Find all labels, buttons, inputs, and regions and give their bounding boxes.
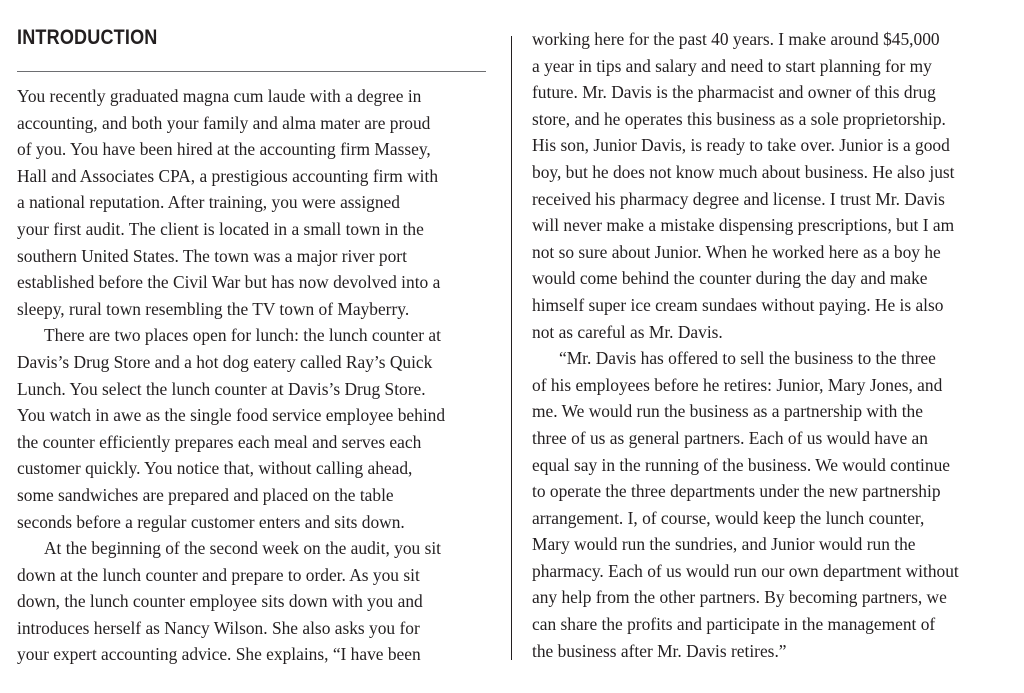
section-heading: INTRODUCTION [17,26,158,49]
text-line: working here for the past 40 years. I make around $45,000 [532,29,940,49]
text-line: There are two places open for lunch: the lunch counter at [44,325,441,346]
text-line: a national reputation. After training, you were assigned [17,192,400,213]
text-line: Mary would run the sundries, and Junior would run the [532,534,916,555]
text-line: of his employees before he retires: Junior, Mary Jones, and [532,374,943,395]
text-line: your first audit. The client is located in a small town in the [17,218,424,239]
text-line: the counter efficiently prepares each meal and serves each [17,431,422,452]
text-line: equal say in the running of the business. We would continue [532,454,950,475]
text-line: a year in tips and salary and need to start planning for my [532,55,932,76]
text-line: your expert accounting advice. She explains, “I have been [17,644,421,665]
text-line: not so sure about Junior. When he worked here as a boy he [532,241,941,262]
text-line: some sandwiches are prepared and placed on the table [17,484,394,505]
text-line: established before the Civil War but has now devolved into a [17,272,441,293]
text-line: will never make a mistake dispensing prescriptions, but I am [532,215,955,236]
right-column [532,26,1014,664]
text-line: of you. You have been hired at the accounting firm Massey, [17,139,431,160]
text-line: down, the lunch counter employee sits down with you and [17,591,423,612]
text-line: At the beginning of the second week on the audit, you sit [44,538,442,559]
text-line: “Mr. Davis has offered to sell the business to the three [559,348,936,369]
heading-rule [17,71,486,72]
text-line: Lunch. You select the lunch counter at Davis’s Drug Store. [17,378,426,399]
text-line: pharmacy. Each of us would run our own department without [532,560,959,581]
column-divider [511,36,512,660]
text-line: seconds before a regular customer enters and sits down. [17,511,405,532]
text-line: three of us as general partners. Each of us would have an [532,427,928,448]
text-line: accounting, and both your family and alma mater are proud [17,112,431,133]
text-line: customer quickly. You notice that, without calling ahead, [17,458,413,479]
text-line: not as careful as Mr. Davis. [532,321,723,342]
text-line: down at the lunch counter and prepare to order. As you sit [17,564,420,585]
text-line: Davis’s Drug Store and a hot dog eatery called Ray’s Quick [17,351,433,372]
text-line: future. Mr. Davis is the pharmacist and owner of this drug [532,82,936,103]
text-line: any help from the other partners. By becoming partners, we [532,587,947,608]
text-line: the business after Mr. Davis retires.” [532,640,787,661]
left-column [17,83,489,668]
text-line: His son, Junior Davis, is ready to take over. Junior is a good [532,135,950,156]
text-line: store, and he operates this business as a sole proprietorship. [532,108,946,129]
text-line: boy, but he does not know much about business. He also just [532,161,955,182]
text-line: received his pharmacy degree and license. I trust Mr. Davis [532,188,945,209]
text-line: arrangement. I, of course, would keep the lunch counter, [532,507,925,528]
text-line: You watch in awe as the single food service employee behind [17,405,446,426]
text-line: southern United States. The town was a major river port [17,245,407,266]
text-line: You recently graduated magna cum laude with a degree in [17,86,422,106]
text-line: to operate the three departments under the new partnership [532,481,941,502]
text-line: would come behind the counter during the day and make [532,268,928,289]
text-line: introduces herself as Nancy Wilson. She also asks you for [17,617,420,638]
text-line: can share the profits and participate in the management of [532,614,936,635]
text-line: sleepy, rural town resembling the TV town of Mayberry. [17,298,410,319]
text-line: me. We would run the business as a partnership with the [532,401,923,422]
text-line: Hall and Associates CPA, a prestigious accounting firm with [17,165,439,186]
text-line: himself super ice cream sundaes without paying. He is also [532,294,944,315]
